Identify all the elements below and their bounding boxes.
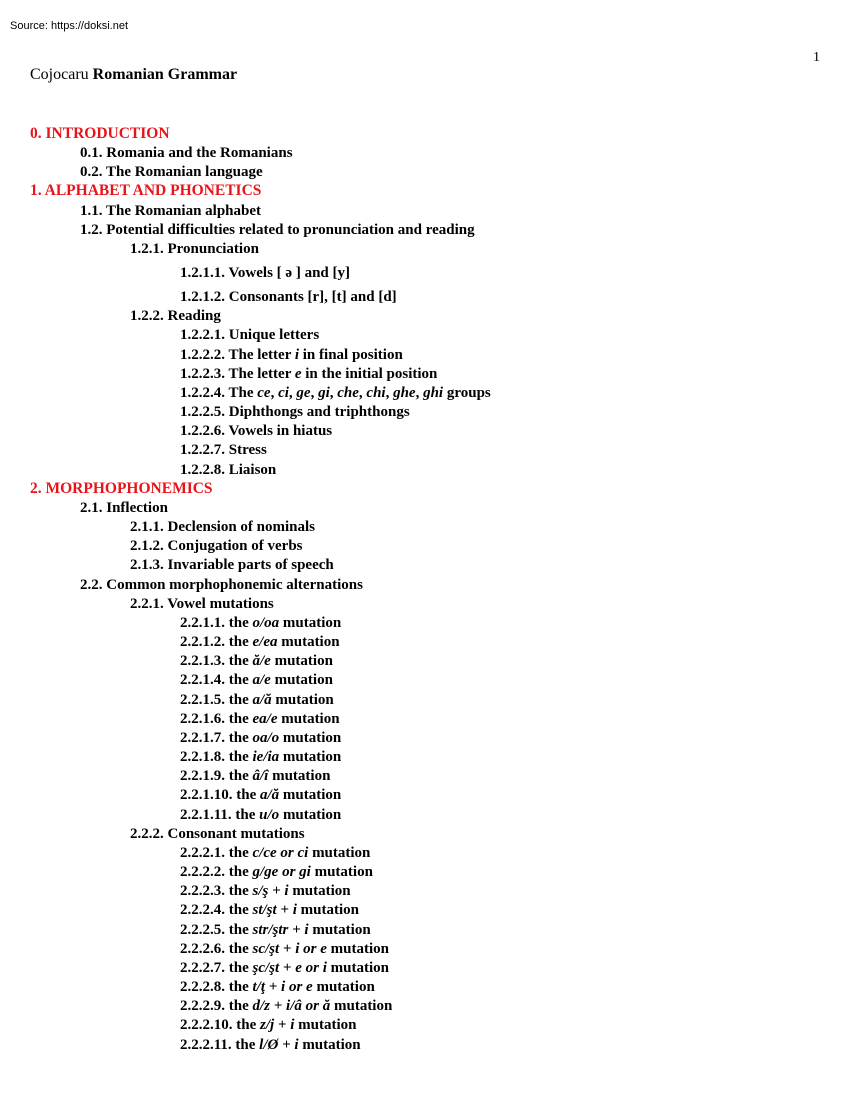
toc-entry — [180, 863, 373, 881]
toc-entry-text: 2. MORPHOPHONEMICS — [30, 480, 213, 497]
toc-entry-italic-term: u/o — [259, 807, 280, 823]
toc-entry-text: mutation — [326, 960, 389, 976]
toc-entry — [180, 326, 319, 344]
toc-entry — [180, 614, 341, 632]
toc-entry-text: 1.2.2.6. Vowels in hiatus — [180, 423, 333, 439]
toc-entry-italic-term: ă/e — [252, 653, 271, 669]
toc-entry-text: , — [358, 385, 367, 401]
toc-entry-text: 2.2.2.9. the — [180, 998, 253, 1014]
toc-entry — [180, 959, 389, 977]
toc-entry — [180, 767, 330, 785]
toc-entry-text: , — [270, 385, 279, 401]
toc-entry-text: mutation — [277, 711, 340, 727]
toc-entry — [130, 307, 221, 325]
toc-entry — [130, 595, 274, 613]
toc-entry — [180, 346, 403, 364]
toc-entry-text: 1.1. The Romanian alphabet — [80, 203, 262, 219]
toc-entry-text: 2.2.2. Consonant mutations — [130, 826, 305, 842]
page-header — [30, 66, 237, 84]
toc-entry-text: 2.2.1.6. the — [180, 711, 253, 727]
toc-entry-italic-term: str/ştr + i — [252, 922, 309, 938]
toc-entry-italic-term: t/ţ + i or e — [252, 979, 313, 995]
toc-entry-text: 2.2.2.4. the — [180, 902, 253, 918]
source-note: Source: https://doksi.net — [10, 20, 129, 32]
toc-entry-text: mutation — [268, 768, 331, 784]
toc-entry-text: mutation — [270, 672, 333, 688]
toc-entry — [180, 1016, 356, 1034]
toc-entry-text: 2.2.1.7. the — [180, 730, 253, 746]
toc-entry-text: 2.2.1.5. the — [180, 692, 253, 708]
toc-entry-text: 2.1.3. Invariable parts of speech — [130, 557, 334, 573]
toc-entry-text: 2.2.2.3. the — [180, 883, 253, 899]
toc-entry-text: 2.2.1.3. the — [180, 653, 253, 669]
toc-entry — [80, 576, 363, 594]
toc-entry — [180, 461, 276, 479]
toc-entry-text: 2.2.2.2. the — [180, 864, 253, 880]
toc-entry — [180, 844, 370, 862]
toc-entry-text: 2.2.1.2. the — [180, 634, 253, 650]
toc-entry-text: mutation — [279, 749, 342, 765]
toc-entry-text: mutation — [296, 902, 359, 918]
toc-entry — [180, 997, 392, 1015]
toc-entry — [180, 264, 350, 282]
toc-entry-italic-term: e — [294, 366, 302, 382]
toc-entry-italic-term: gi — [318, 385, 330, 401]
toc-entry-italic-term: l/Ø + i — [259, 1037, 299, 1053]
toc-entry-italic-term: sc/şt + i or e — [252, 941, 327, 957]
toc-entry-italic-term: a/ă — [252, 692, 272, 708]
toc-entry-text: in final position — [299, 347, 403, 363]
toc-entry — [180, 288, 397, 306]
toc-entry-italic-term: o/oa — [252, 615, 280, 631]
toc-entry-italic-term: e/ea — [252, 634, 278, 650]
toc-entry-text: 1.2.2.8. Liaison — [180, 462, 277, 478]
toc-entry-text: , — [385, 385, 394, 401]
toc-entry-text: 2.2.1.9. the — [180, 768, 253, 784]
toc-entry-text: mutation — [279, 787, 342, 803]
toc-entry-text: 1.2.2.3. The letter — [180, 366, 295, 382]
toc-entry-italic-term: ghe — [393, 385, 416, 401]
toc-entry-text: , — [288, 385, 297, 401]
toc-entry-text: mutation — [310, 864, 373, 880]
toc-entry — [180, 901, 359, 919]
toc-entry-text: mutation — [308, 845, 371, 861]
toc-entry-text: 0. INTRODUCTION — [30, 125, 170, 142]
toc-entry — [80, 202, 261, 220]
toc-entry-text: 2.2.2.11. the — [180, 1037, 260, 1053]
toc-entry-italic-term: st/şt + i — [252, 902, 297, 918]
toc-entry — [180, 921, 371, 939]
toc-entry-text: 1.2.1.2. Consonants [r], [t] and [d] — [180, 289, 397, 305]
page-number: 1 — [813, 50, 820, 65]
toc-entry — [130, 240, 259, 258]
toc-entry-italic-term: g/ge or gi — [252, 864, 311, 880]
toc-entry-italic-term: a/e — [252, 672, 271, 688]
toc-entry — [130, 825, 305, 843]
toc-entry-text: 1.2.2.5. Diphthongs and triphthongs — [180, 404, 410, 420]
toc-entry-italic-term: ie/ia — [252, 749, 280, 765]
toc-entry-text: mutation — [312, 979, 375, 995]
toc-entry-text: 2.2.1. Vowel mutations — [130, 596, 274, 612]
toc-entry — [180, 806, 341, 824]
toc-entry-text: 2.2.1.1. the — [180, 615, 253, 631]
toc-entry — [130, 556, 334, 574]
toc-entry-text: 2.2.2.8. the — [180, 979, 253, 995]
toc-entry — [180, 671, 333, 689]
toc-entry — [180, 441, 267, 459]
toc-entry-italic-term: ea/e — [252, 711, 278, 727]
toc-entry — [80, 499, 168, 517]
toc-entry-italic-term: ci — [278, 385, 289, 401]
toc-entry — [180, 978, 375, 996]
toc-entry — [180, 365, 437, 383]
toc-entry-text: , — [310, 385, 319, 401]
toc-entry-text: 1.2.2.7. Stress — [180, 442, 267, 458]
toc-entry-text: 1.2.2.4. The — [180, 385, 258, 401]
toc-entry-text: mutation — [288, 883, 351, 899]
toc-entry-italic-term: z/j + i — [260, 1017, 295, 1033]
toc-entry — [180, 403, 410, 421]
toc-entry-italic-term: d/z + i/â or ă — [252, 998, 331, 1014]
toc-entry-text: 0.2. The Romanian language — [80, 164, 263, 180]
toc-entry — [180, 633, 340, 651]
toc-section-heading — [30, 125, 170, 143]
toc-entry-text: mutation — [279, 615, 342, 631]
toc-entry-italic-term: a/ă — [260, 787, 280, 803]
toc-entry — [180, 710, 340, 728]
toc-entry — [180, 384, 491, 402]
toc-entry — [180, 1036, 361, 1054]
toc-entry-text: 2.2. Common morphophonemic alternations — [80, 577, 363, 593]
toc-entry-text: 2.2.1.10. the — [180, 787, 260, 803]
toc-entry-text: mutation — [298, 1037, 361, 1053]
toc-entry-text: groups — [443, 385, 491, 401]
toc-entry — [180, 691, 334, 709]
toc-entry-text: 2.2.2.10. the — [180, 1017, 260, 1033]
toc-entry-italic-term: i — [294, 347, 300, 363]
toc-entry-text: 2.2.2.7. the — [180, 960, 253, 976]
toc-entry — [180, 786, 341, 804]
toc-entry-text: mutation — [270, 653, 333, 669]
toc-section-heading — [30, 182, 261, 200]
toc-entry-italic-term: ghi — [423, 385, 444, 401]
toc-entry-italic-term: c/ce or ci — [252, 845, 309, 861]
toc-entry-text: 2.2.1.4. the — [180, 672, 253, 688]
toc-entry-text: 2.1.2. Conjugation of verbs — [130, 538, 303, 554]
toc-entry — [180, 748, 341, 766]
toc-entry-text: 1.2.2. Reading — [130, 308, 221, 324]
toc-entry-text: 2.1. Inflection — [80, 500, 168, 516]
toc-entry-text: 1.2.1.1. Vowels [ ə ] and [y] — [180, 265, 351, 281]
toc-entry — [180, 422, 332, 440]
toc-entry-text: mutation — [271, 692, 334, 708]
toc-entry-text: mutation — [308, 922, 371, 938]
toc-entry — [130, 518, 315, 536]
toc-entry — [180, 882, 351, 900]
toc-entry-italic-term: ce — [257, 385, 271, 401]
toc-entry-text: 2.2.2.1. the — [180, 845, 253, 861]
toc-entry-text: 0.1. Romania and the Romanians — [80, 145, 293, 161]
toc-entry-text: mutation — [294, 1017, 357, 1033]
toc-section-heading — [30, 480, 213, 498]
toc-entry-text: 1.2.1. Pronunciation — [130, 241, 259, 257]
toc-entry-text: 2.2.2.6. the — [180, 941, 253, 957]
header-author: Cojocaru — [30, 66, 89, 83]
toc-entry-text: 2.2.2.5. the — [180, 922, 253, 938]
toc-entry-italic-term: â/î — [252, 768, 269, 784]
toc-entry-text: 2.1.1. Declension of nominals — [130, 519, 316, 535]
toc-entry-italic-term: s/ş + i — [252, 883, 289, 899]
toc-entry-text: mutation — [330, 998, 393, 1014]
toc-entry — [80, 163, 263, 181]
toc-entry — [180, 729, 341, 747]
toc-entry-text: , — [329, 385, 338, 401]
toc-entry — [80, 221, 475, 239]
toc-entry-text: 2.2.1.11. the — [180, 807, 260, 823]
toc-entry — [130, 537, 303, 555]
toc-entry-italic-term: chi — [366, 385, 386, 401]
toc-entry-italic-term: che — [337, 385, 359, 401]
toc-entry — [80, 144, 293, 162]
toc-entry-text: 1. ALPHABET AND PHONETICS — [30, 182, 262, 199]
toc-entry-text: , — [415, 385, 424, 401]
toc-entry — [180, 940, 389, 958]
toc-entry-italic-term: şc/şt + e or i — [252, 960, 327, 976]
toc-entry-text: mutation — [277, 634, 340, 650]
toc-entry-text: 2.2.1.8. the — [180, 749, 253, 765]
toc-entry-text: mutation — [279, 730, 342, 746]
header-title: Romanian Grammar — [92, 66, 238, 83]
toc-entry-italic-term: oa/o — [252, 730, 280, 746]
toc-entry — [180, 652, 333, 670]
toc-entry-text: mutation — [279, 807, 342, 823]
toc-entry-text: mutation — [326, 941, 389, 957]
toc-entry-text: 1.2.2.2. The letter — [180, 347, 295, 363]
toc-entry-text: 1.2. Potential difficulties related to pronunciation and reading — [80, 222, 475, 238]
toc-entry-text: in the initial position — [301, 366, 438, 382]
toc-entry-italic-term: ge — [296, 385, 311, 401]
toc-entry-text: 1.2.2.1. Unique letters — [180, 327, 320, 343]
